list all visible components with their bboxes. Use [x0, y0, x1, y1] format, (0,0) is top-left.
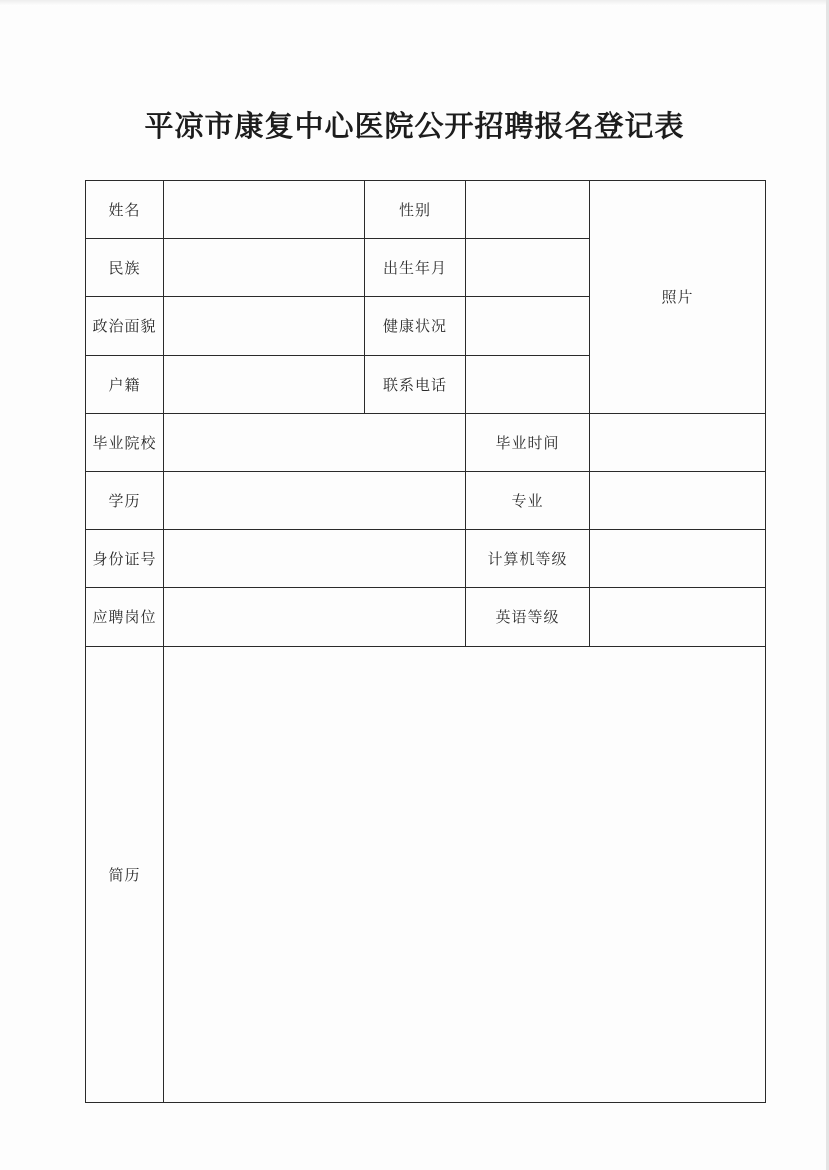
label-id-number: 身份证号 [86, 530, 164, 588]
label-resume: 简历 [86, 646, 164, 1103]
value-id-number[interactable] [164, 530, 466, 588]
registration-table [85, 180, 766, 1103]
label-ethnicity: 民族 [86, 239, 164, 297]
scan-top-edge [0, 0, 829, 6]
label-birth: 出生年月 [365, 239, 466, 297]
table-row [86, 471, 766, 529]
value-health[interactable] [466, 297, 590, 355]
label-computer-level: 计算机等级 [466, 530, 590, 588]
label-english-level: 英语等级 [466, 588, 590, 646]
label-phone: 联系电话 [365, 355, 466, 413]
label-political: 政治面貌 [86, 297, 164, 355]
value-gender[interactable] [466, 181, 590, 239]
label-grad-time: 毕业时间 [466, 413, 590, 471]
label-name: 姓名 [86, 181, 164, 239]
photo-box[interactable]: 照片 [590, 181, 766, 414]
table-row [86, 413, 766, 471]
label-gender: 性别 [365, 181, 466, 239]
label-major: 专业 [466, 471, 590, 529]
table-row [86, 530, 766, 588]
value-computer-level[interactable] [590, 530, 766, 588]
value-position[interactable] [164, 588, 466, 646]
label-household: 户籍 [86, 355, 164, 413]
table-row [86, 588, 766, 646]
table-row [86, 646, 766, 1103]
value-household[interactable] [164, 355, 365, 413]
value-grad-time[interactable] [590, 413, 766, 471]
label-education: 学历 [86, 471, 164, 529]
table-row [86, 181, 766, 239]
value-ethnicity[interactable] [164, 239, 365, 297]
value-political[interactable] [164, 297, 365, 355]
value-education[interactable] [164, 471, 466, 529]
value-resume[interactable] [164, 646, 766, 1103]
value-major[interactable] [590, 471, 766, 529]
form-title: 平凉市康复中心医院公开招聘报名登记表 [144, 109, 685, 143]
value-birth[interactable] [466, 239, 590, 297]
value-name[interactable] [164, 181, 365, 239]
value-phone[interactable] [466, 355, 590, 413]
value-english-level[interactable] [590, 588, 766, 646]
label-position: 应聘岗位 [86, 588, 164, 646]
label-school: 毕业院校 [86, 413, 164, 471]
label-health: 健康状况 [365, 297, 466, 355]
value-school[interactable] [164, 413, 466, 471]
